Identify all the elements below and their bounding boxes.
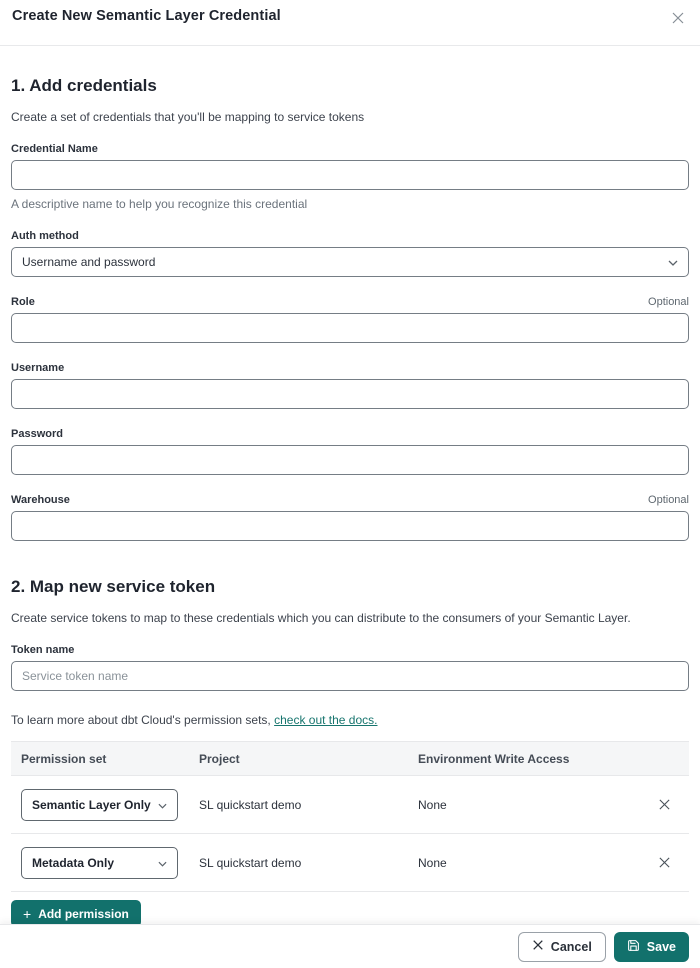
warehouse-field-group [11,494,689,541]
modal-header [0,0,700,46]
add-permission-button[interactable] [11,900,141,927]
permission-set-select[interactable] [21,847,178,879]
project-cell: SL quickstart demo [199,797,302,812]
password-field-group [11,428,689,475]
auth-method-label: Auth method [11,230,79,242]
password-input[interactable] [11,445,689,475]
permission-set-selected-value: Semantic Layer Only [32,797,151,812]
docs-note-text: To learn more about dbt Cloud's permission sets, [11,713,275,727]
permissions-table-header [11,742,689,776]
environment-write-access-cell: None [418,797,447,812]
credential-name-field-group [11,143,689,211]
section2-heading: 2. Map new service token [11,577,216,596]
plus-icon: + [23,905,32,922]
close-icon [658,799,671,814]
auth-method-field-group [11,230,689,277]
chevron-down-icon [158,856,167,870]
page-title: Create New Semantic Layer Credential [12,8,281,24]
permission-docs-note [11,713,689,727]
save-button[interactable] [614,932,689,962]
auth-method-selected-value: Username and password [22,255,156,269]
warehouse-label: Warehouse [11,494,70,506]
save-label: Save [646,939,676,954]
save-icon [627,939,640,955]
table-row [11,776,689,834]
modal-body [0,46,700,927]
close-icon [670,14,686,29]
credential-name-label: Credential Name [11,143,98,155]
warehouse-input[interactable] [11,511,689,541]
remove-permission-button[interactable] [654,794,675,815]
section1-heading: 1. Add credentials [11,76,157,95]
role-optional-badge: Optional [648,296,689,308]
table-row [11,834,689,892]
chevron-down-icon [668,255,678,269]
username-label: Username [11,362,65,374]
column-header-permission-set: Permission set [21,751,107,766]
credential-name-helper: A descriptive name to help you recognize this credential [11,197,308,211]
username-field-group [11,362,689,409]
token-name-field-group [11,644,689,691]
close-icon [532,939,544,954]
section-add-credentials [11,76,689,541]
token-name-label: Token name [11,644,75,656]
section1-description: Create a set of credentials that you'll be mapping to service tokens [11,110,365,124]
role-input[interactable] [11,313,689,343]
role-field-group [11,296,689,343]
warehouse-optional-badge: Optional [648,494,689,506]
username-input[interactable] [11,379,689,409]
permissions-table [11,741,689,892]
column-header-environment-write-access: Environment Write Access [418,751,570,766]
environment-write-access-cell: None [418,855,447,870]
remove-permission-button[interactable] [654,852,675,873]
cancel-label: Cancel [550,939,592,954]
close-icon [658,857,671,872]
close-button[interactable] [668,8,688,28]
permission-set-selected-value: Metadata Only [32,855,115,870]
auth-method-select[interactable] [11,247,689,277]
docs-link[interactable]: check out the docs. [274,713,378,727]
section2-description: Create service tokens to map to these credentials which you can distribute to the consumers of your Semantic Layer. [11,611,631,625]
chevron-down-icon [158,798,167,812]
section-map-service-token [11,577,689,927]
role-label: Role [11,296,35,308]
permission-set-select[interactable] [21,789,178,821]
column-header-project: Project [199,751,240,766]
password-label: Password [11,428,63,440]
credential-name-input[interactable] [11,160,689,190]
cancel-button[interactable] [518,932,606,962]
project-cell: SL quickstart demo [199,855,302,870]
add-permission-label: Add permission [38,906,129,921]
token-name-input[interactable] [11,661,689,691]
modal-footer [0,924,700,968]
